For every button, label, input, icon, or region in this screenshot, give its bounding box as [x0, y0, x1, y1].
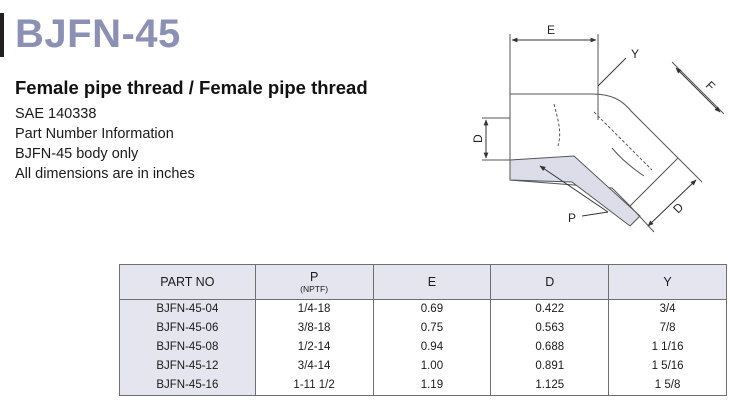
cell-part-no: BJFN-45-08 [120, 338, 256, 357]
cell-part-no: BJFN-45-04 [120, 300, 256, 320]
cell-e: 1.19 [373, 376, 491, 396]
col-header-part-no: PART NO [120, 265, 256, 300]
page-title: BJFN-45 [15, 12, 181, 56]
label-f: F [702, 78, 718, 94]
label-d-right: D [670, 200, 687, 217]
label-p: P [568, 211, 577, 225]
dim-f-line [676, 68, 720, 112]
table-row [120, 357, 727, 376]
cell-e: 0.69 [373, 300, 491, 320]
cell-e: 0.94 [373, 338, 491, 357]
cell-d: 0.688 [491, 338, 609, 357]
cell-d: 0.563 [491, 319, 609, 338]
dim-p-leader [582, 212, 608, 216]
cell-part-no: BJFN-45-16 [120, 376, 256, 396]
table-row [120, 338, 727, 357]
cell-part-no: BJFN-45-06 [120, 319, 256, 338]
cell-part-no: BJFN-45-12 [120, 357, 256, 376]
page-subtitle: Female pipe thread / Female pipe thread [15, 77, 368, 98]
info-line: SAE 140338 [15, 106, 97, 122]
label-y: Y [631, 47, 640, 61]
cell-e: 1.00 [373, 357, 491, 376]
cell-y: 1 5/8 [609, 376, 727, 396]
cell-y: 1 1/16 [609, 338, 727, 357]
cell-p: 3/4-14 [255, 357, 373, 376]
info-line: BJFN-45 body only [15, 146, 139, 162]
dim-d-right-line [648, 180, 696, 226]
dim-y-leader [598, 58, 626, 86]
info-line: All dimensions are in inches [15, 166, 195, 182]
cell-p: 1/2-14 [255, 338, 373, 357]
col-header-y: Y [609, 265, 727, 300]
cell-p: 1/4-18 [255, 300, 373, 320]
col-header-d: D [491, 265, 609, 300]
label-e: E [546, 23, 556, 37]
table-header-row [120, 265, 727, 300]
spec-table [119, 264, 727, 396]
cell-e: 0.75 [373, 319, 491, 338]
cell-d: 0.422 [491, 300, 609, 320]
label-d-left: D [471, 134, 485, 143]
col-header-e: E [373, 265, 491, 300]
table-row [120, 319, 727, 338]
cell-y: 3/4 [609, 300, 727, 320]
col-header-p: P (NPTF) [255, 265, 373, 300]
cell-p: 1-11 1/2 [255, 376, 373, 396]
cell-y: 7/8 [609, 319, 727, 338]
info-line: Part Number Information [15, 126, 174, 142]
table-row [120, 300, 727, 320]
cell-d: 1.125 [491, 376, 609, 396]
cell-y: 1 5/16 [609, 357, 727, 376]
table-row [120, 376, 727, 396]
fitting-diagram [462, 20, 730, 250]
info-list [15, 104, 195, 184]
cell-d: 0.891 [491, 357, 609, 376]
cell-p: 3/8-18 [255, 319, 373, 338]
title-accent-bar [0, 13, 4, 57]
